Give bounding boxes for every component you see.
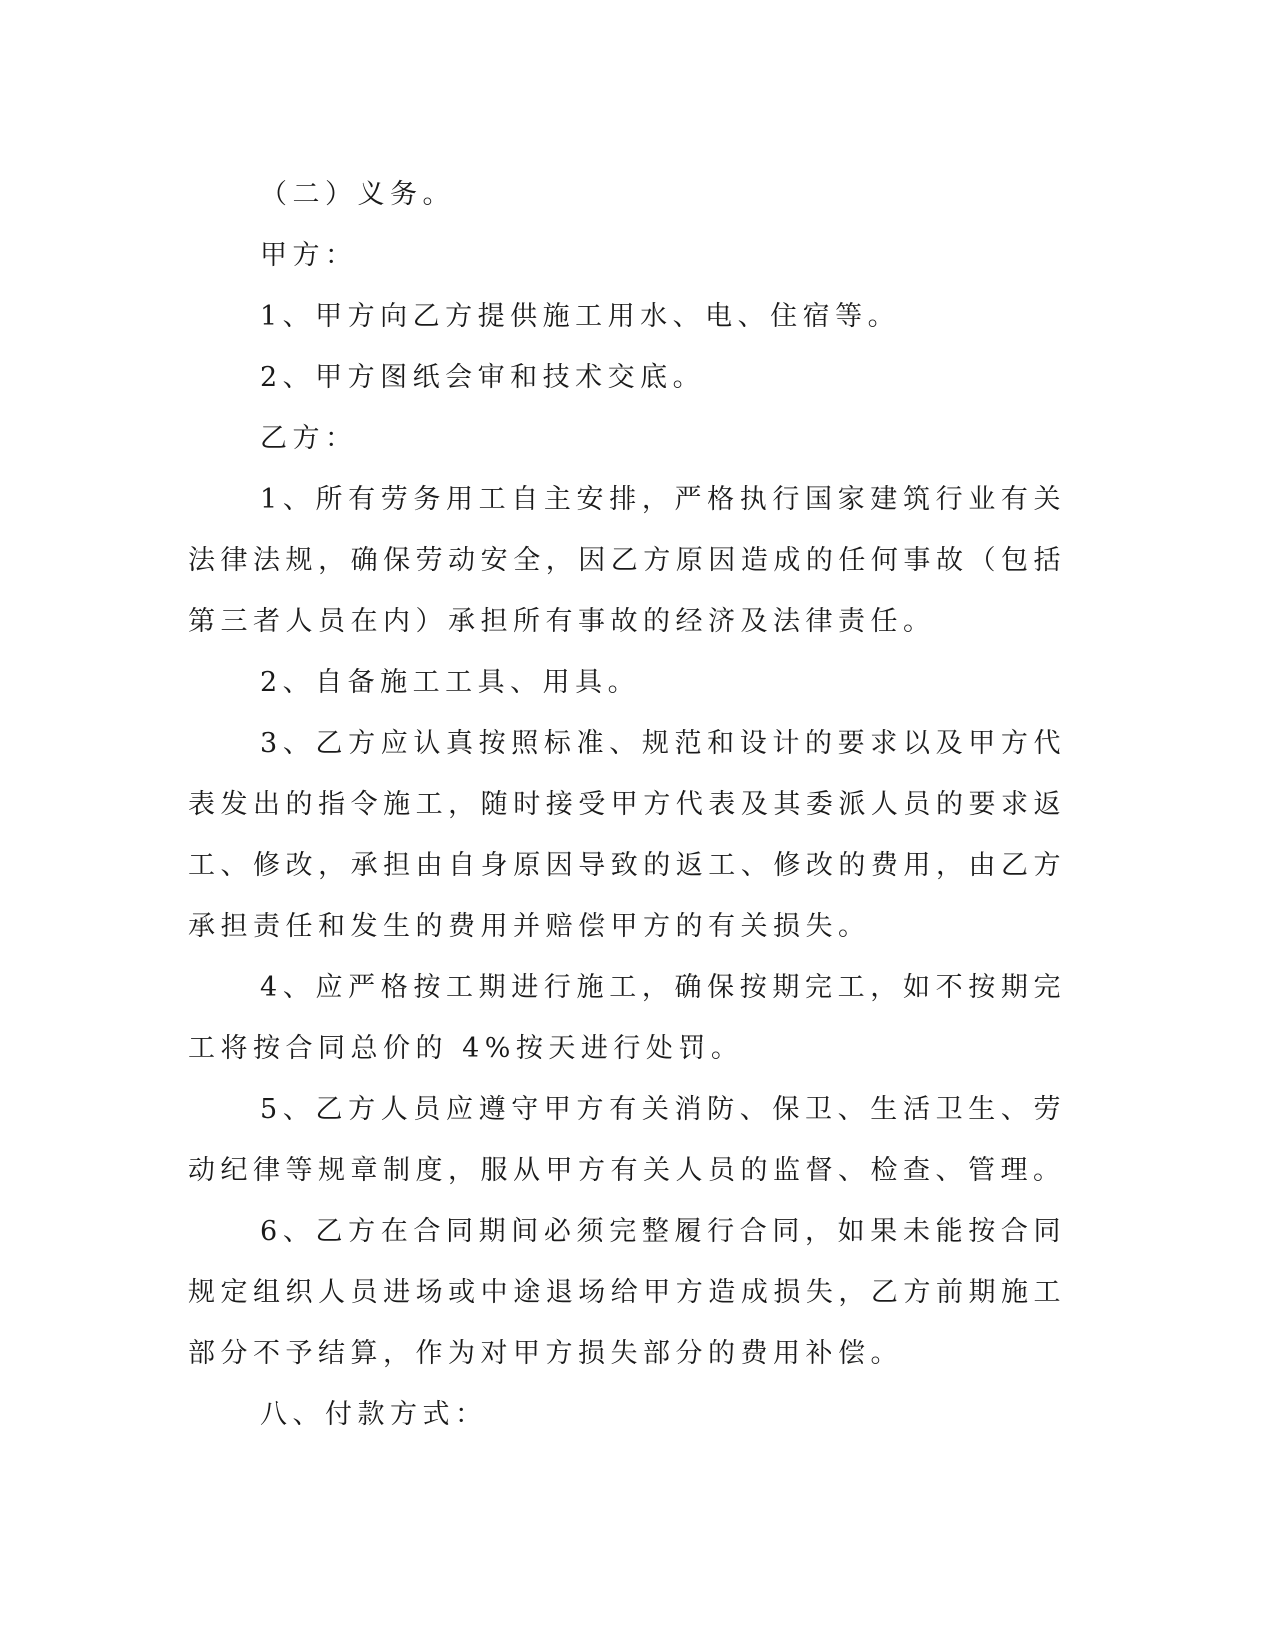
party-b-item-4: 4、应严格按工期进行施工，确保按期完工，如不按期完工将按合同总价的 4%按天进行处罚。 <box>188 972 1066 1064</box>
party-a-item-2: 2、甲方图纸会审和技术交底。 <box>260 362 706 393</box>
party-b-item-1: 1、所有劳务用工自主安排，严格执行国家建筑行业有关法律法规，确保劳动安全，因乙方原因造成的任何事故（包括第三者人员在内）承担所有事故的经济及法律责任。 <box>188 484 1066 637</box>
party-a-item-1: 1、甲方向乙方提供施工用水、电、住宿等。 <box>260 301 901 332</box>
party-b-item-2: 2、自备施工工具、用具。 <box>260 667 641 698</box>
party-b-item-6: 6、乙方在合同期间必须完整履行合同，如果未能按合同规定组织人员进场或中途退场给甲方造成损失，乙方前期施工部分不予结算，作为对甲方损失部分的费用补偿。 <box>188 1216 1066 1369</box>
party-b-heading: 乙方： <box>260 423 358 454</box>
party-b-item-3: 3、乙方应认真按照标准、规范和设计的要求以及甲方代表发出的指令施工，随时接受甲方代表及其委派人员的要求返工、修改，承担由自身原因导致的返工、修改的费用，由乙方承担责任和发生的费用并赔偿甲方的有关损失。 <box>188 728 1066 942</box>
party-b-item-5: 5、乙方人员应遵守甲方有关消防、保卫、生活卫生、劳动纪律等规章制度，服从甲方有关人员的监督、检查、管理。 <box>188 1094 1066 1186</box>
party-a-heading: 甲方： <box>260 240 358 271</box>
document-body <box>188 164 1066 1445</box>
section-heading-payment: 八、付款方式： <box>260 1399 488 1430</box>
section-heading-obligations: （二）义务。 <box>260 179 455 210</box>
